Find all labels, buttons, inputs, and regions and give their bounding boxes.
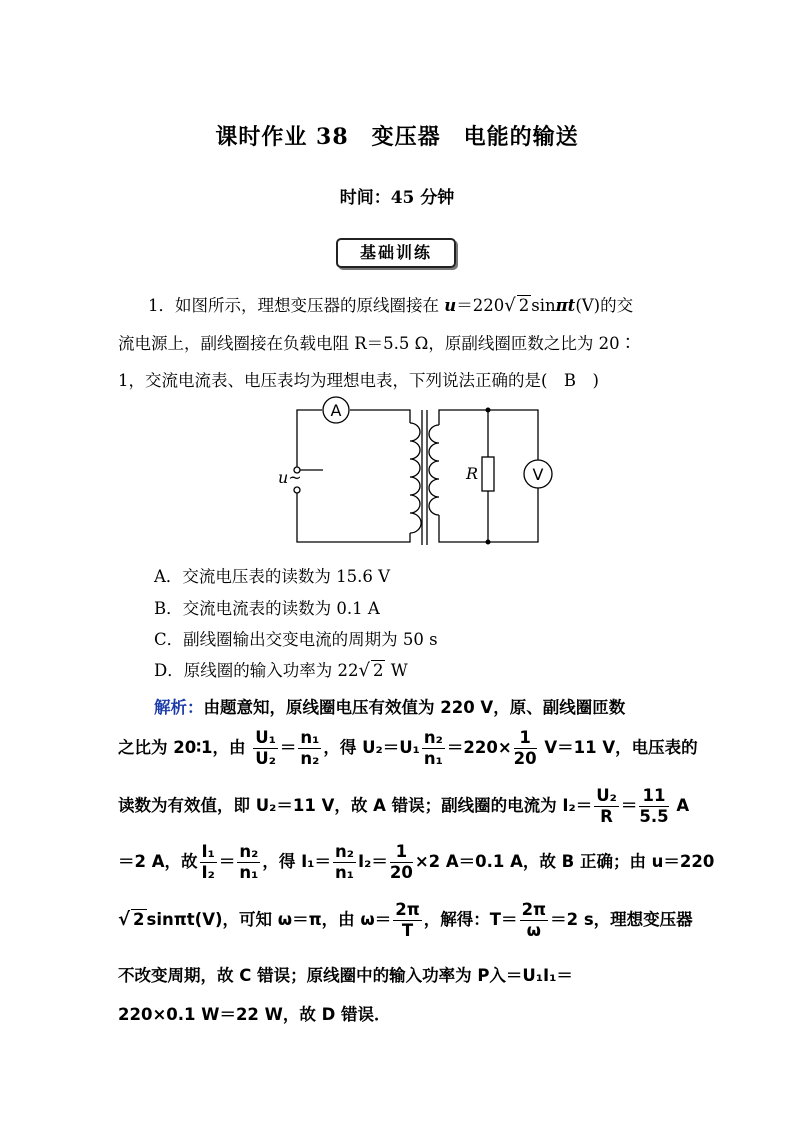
fraction: $\frac{\text{n₂}}{\text{n₁}}$: [423, 728, 443, 768]
fraction: $\frac{11}{5.5}$: [639, 786, 669, 826]
solution-text: A: [670, 796, 690, 815]
solution-text: I₂＝: [357, 852, 388, 871]
option-a: A．交流电压表的读数为 15.6 V: [154, 567, 391, 586]
fraction: $\frac{\text{n₁}}{\text{n₂}}$: [300, 728, 320, 768]
time-limit: 时间：45 分钟: [339, 188, 455, 208]
question-line-3: 1，交流电流表、电压表均为理想电表，下列说法正确的是( B ): [118, 371, 599, 390]
junction-dot: [486, 408, 491, 413]
option-d-unit: W: [385, 661, 408, 680]
sqrt-value: 2: [518, 296, 530, 315]
sqrt-sign: √: [504, 295, 516, 316]
solution-line-2: 之比为 20∶1，由 $\frac{\text{U₁}}{\text{U₂}}$ ＝ $\frac{\text{n₁}}{\text{n₂}}$ ，得 U₂＝U₁ $\frac{\text{n₂}}{\text{n₁}}$ ＝220× $\frac{1}{20}$ V＝11 V，电压表的: [118, 728, 698, 768]
sqrt-sign: √: [358, 660, 370, 681]
page-title: 课时作业 38 变压器 电能的输送: [215, 124, 579, 150]
solution-text: sinπt(V)，可知 ω＝π，由 ω＝: [146, 910, 392, 929]
transformer-circuit-diagram: [270, 395, 570, 555]
solution-text: ×2 A＝0.1 A，故 B 正确；由 u＝220: [414, 852, 715, 871]
solution-text: 之比为 20∶1，由: [118, 738, 246, 757]
solution-text: ，得 U₂＝U₁: [323, 738, 420, 757]
ammeter-label: A: [330, 401, 342, 420]
solution-text: ＝2 A，故: [118, 852, 198, 871]
section-badge: 基础训练: [336, 238, 456, 268]
sqrt-value: 2: [372, 661, 384, 680]
fraction: $\frac{2\pi}{\omega}$: [521, 900, 547, 940]
option-c: C．副线圈输出交变电流的周期为 50 s: [154, 630, 438, 649]
question-text: ＝220: [456, 296, 505, 315]
fraction: $\frac{1}{20}$: [389, 842, 413, 882]
solution-text: ＝220×: [446, 738, 512, 757]
solution-text: ＝: [620, 796, 638, 815]
solution-text: ，解得：T＝: [423, 910, 518, 929]
fraction: $\frac{\text{I₁}}{\text{I₂}}$: [201, 842, 215, 882]
question-text: (V)的交: [575, 296, 634, 315]
option-d: [154, 657, 408, 681]
solution-line-4: ＝2 A，故 $\frac{\text{I₁}}{\text{I₂}}$ ＝ $\frac{\text{n₂}}{\text{n₁}}$ ，得 I₁＝ $\frac{\text{n₂}}{\text{n₁}}$ I₂＝ $\frac{1}{20}$ ×2 A＝0.1 A，故 B 正确；由 u＝220: [118, 842, 715, 882]
question-text: 1．如图所示，理想变压器的原线圈接在: [148, 296, 445, 315]
solution-line-3: [118, 786, 689, 827]
junction-dot: [486, 540, 491, 545]
solution-text: V＝11 V，电压表的: [538, 738, 698, 757]
solution-line-6: 不改变周期，故 C 错误；原线圈中的输入功率为 P入＝U₁I₁＝: [118, 966, 573, 985]
var-pit: πt: [555, 296, 576, 315]
solution-label: 解析：: [154, 698, 204, 717]
solution-line-5: [118, 900, 693, 941]
fraction: $\frac{\text{U₂}}{R}$: [596, 786, 617, 826]
question-line-1: [148, 292, 633, 316]
resistor-label: R: [466, 464, 479, 483]
fraction: $\frac{\text{U₁}}{\text{U₂}}$: [255, 728, 276, 768]
fraction: $\frac{2\pi}{T}$: [395, 900, 420, 940]
solution-text: 读数为有效值，即 U₂＝11 V，故 A 错误；副线圈的电流为 I₂＝: [118, 796, 593, 815]
question-text: sin: [531, 296, 556, 315]
sqrt-value: 2: [133, 910, 145, 929]
question-line-2: 流电源上，副线圈接在负载电阻 R＝5.5 Ω，原副线圈匝数之比为 20∶: [118, 334, 637, 353]
source-label: u~: [278, 468, 302, 487]
fraction: $\frac{1}{20}$: [513, 728, 537, 768]
solution-line-7: 220×0.1 W＝22 W，故 D 错误．: [118, 1005, 391, 1024]
sqrt-sign: √: [118, 909, 131, 930]
solution-text: 由题意知，原线圈电压有效值为 220 V，原、副线圈匝数: [203, 698, 626, 717]
voltmeter-label: V: [532, 465, 544, 484]
solution-text: ，得 I₁＝: [262, 852, 331, 871]
solution-line-1: [154, 694, 625, 718]
solution-text: ＝2 s，理想变压器: [550, 910, 693, 929]
fraction: $\frac{\text{n₂}}{\text{n₁}}$: [334, 842, 354, 882]
var-u: u: [444, 296, 457, 315]
option-b: B．交流电流表的读数为 0.1 A: [154, 599, 380, 618]
fraction: $\frac{\text{n₂}}{\text{n₁}}$: [239, 842, 259, 882]
option-d-text: D．原线圈的输入功率为 22: [154, 661, 359, 680]
